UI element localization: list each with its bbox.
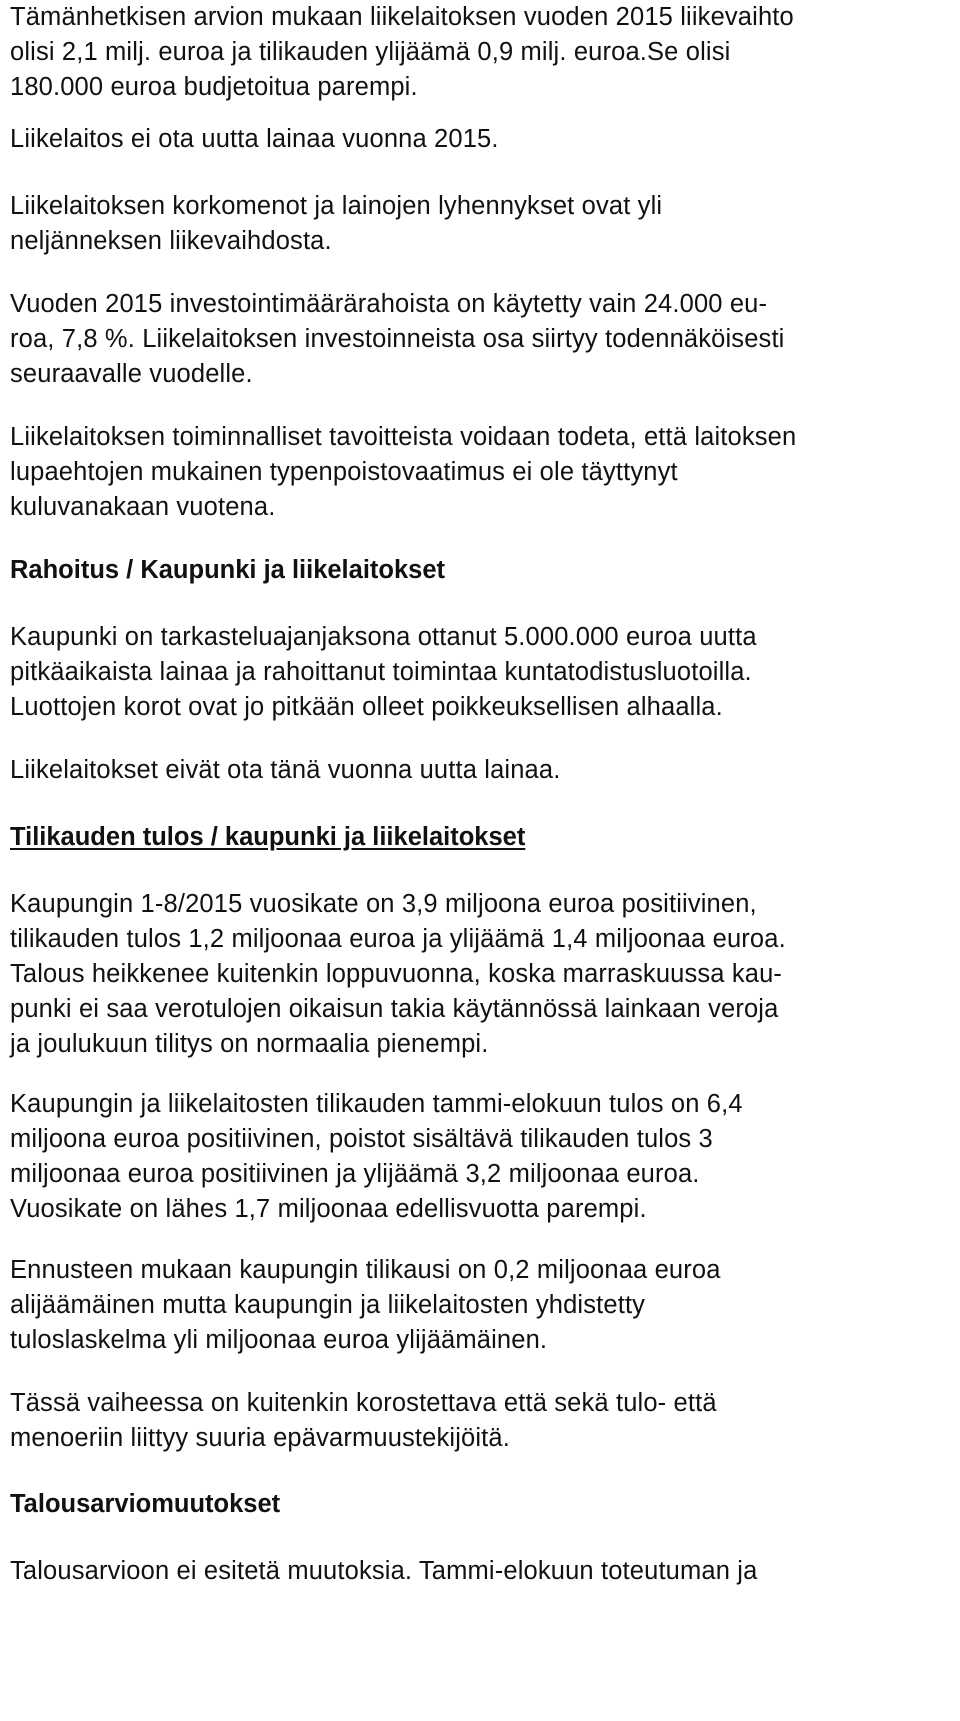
text-line: Luottojen korot ovat jo pitkään olleet poikkeuksellisen alhaalla.	[10, 693, 723, 721]
text-line: tilikauden tulos 1,2 miljoonaa euroa ja ylijäämä 1,4 miljoonaa euroa.	[10, 925, 786, 953]
text-line: punki ei saa verotulojen oikaisun takia käytännössä lainkaan veroja	[10, 995, 779, 1023]
text-line: Ennusteen mukaan kaupungin tilikausi on 0,2 miljoonaa euroa	[10, 1256, 721, 1284]
text-line: tuloslaskelma yli miljoonaa euroa ylijäämäinen.	[10, 1326, 548, 1354]
text-line: Kaupungin 1-8/2015 vuosikate on 3,9 miljoona euroa positiivinen,	[10, 890, 757, 918]
heading-budget-changes: Talousarviomuutokset	[10, 1490, 281, 1518]
text-line: menoeriin liittyy suuria epävarmuustekijöitä.	[10, 1424, 510, 1452]
paragraph-enterprises-no-loan	[10, 753, 950, 788]
text-line: neljänneksen liikevaihdosta.	[10, 227, 332, 255]
text-line: pitkäaikaista lainaa ja rahoittanut toimintaa kuntatodistusluotoilla.	[10, 658, 752, 686]
text-line: Talous heikkenee kuitenkin loppuvuonna, koska marraskuussa kau-	[10, 960, 783, 988]
paragraph-interest-costs	[10, 189, 950, 259]
paragraph-operational-goals	[10, 420, 950, 525]
text-line: 180.000 euroa budjetoitua parempi.	[10, 73, 418, 101]
text-line: Liikelaitokset eivät ota tänä vuonna uutta lainaa.	[10, 756, 561, 784]
text-line: lupaehtojen mukainen typenpoistovaatimus ei ole täyttynyt	[10, 458, 678, 486]
text-line: roa, 7,8 %. Liikelaitoksen investoinneista osa siirtyy todennäköisesti	[10, 325, 785, 353]
text-line: Kaupungin ja liikelaitosten tilikauden tammi-elokuun tulos on 6,4	[10, 1090, 743, 1118]
text-line: Vuosikate on lähes 1,7 miljoonaa edellisvuotta parempi.	[10, 1195, 647, 1223]
paragraph-investments	[10, 287, 950, 392]
text-line: Tässä vaiheessa on kuitenkin korostettava että sekä tulo- että	[10, 1389, 717, 1417]
text-line: Liikelaitoksen korkomenot ja lainojen lyhennykset ovat yli	[10, 192, 663, 220]
text-line: Tämänhetkisen arvion mukaan liikelaitoksen vuoden 2015 liikevaihto	[10, 3, 794, 31]
text-line: miljoonaa euroa positiivinen ja ylijäämä 3,2 miljoonaa euroa.	[10, 1160, 700, 1188]
text-line: miljoona euroa positiivinen, poistot sisältävä tilikauden tulos 3	[10, 1125, 713, 1153]
paragraph-revenue-estimate	[10, 0, 950, 105]
paragraph-no-new-loan	[10, 122, 950, 157]
paragraph-combined-result	[10, 1087, 950, 1227]
text-line: Kaupunki on tarkasteluajanjaksona ottanut 5.000.000 euroa uutta	[10, 623, 757, 651]
heading-fiscal-result: Tilikauden tulos / kaupunki ja liikelaitokset	[10, 823, 526, 851]
text-line: olisi 2,1 milj. euroa ja tilikauden ylijäämä 0,9 milj. euroa.Se olisi	[10, 38, 731, 66]
text-line: Liikelaitoksen toiminnalliset tavoitteista voidaan todeta, että laitoksen	[10, 423, 797, 451]
text-line: Liikelaitos ei ota uutta lainaa vuonna 2015.	[10, 125, 499, 153]
text-line: Talousarvioon ei esitetä muutoksia. Tammi-elokuun toteutuman ja	[10, 1557, 758, 1585]
paragraph-uncertainty	[10, 1386, 950, 1456]
paragraph-forecast	[10, 1253, 950, 1358]
paragraph-budget-no-changes	[10, 1554, 950, 1589]
paragraph-city-loans	[10, 620, 950, 725]
text-line: kuluvanakaan vuotena.	[10, 493, 276, 521]
heading-financing: Rahoitus / Kaupunki ja liikelaitokset	[10, 556, 446, 584]
text-line: seuraavalle vuodelle.	[10, 360, 253, 388]
text-line: ja joulukuun tilitys on normaalia pienempi.	[10, 1030, 489, 1058]
text-line: Vuoden 2015 investointimäärärahoista on käytetty vain 24.000 eu-	[10, 290, 768, 318]
paragraph-city-annual-margin	[10, 887, 950, 1062]
text-line: alijäämäinen mutta kaupungin ja liikelaitosten yhdistetty	[10, 1291, 646, 1319]
